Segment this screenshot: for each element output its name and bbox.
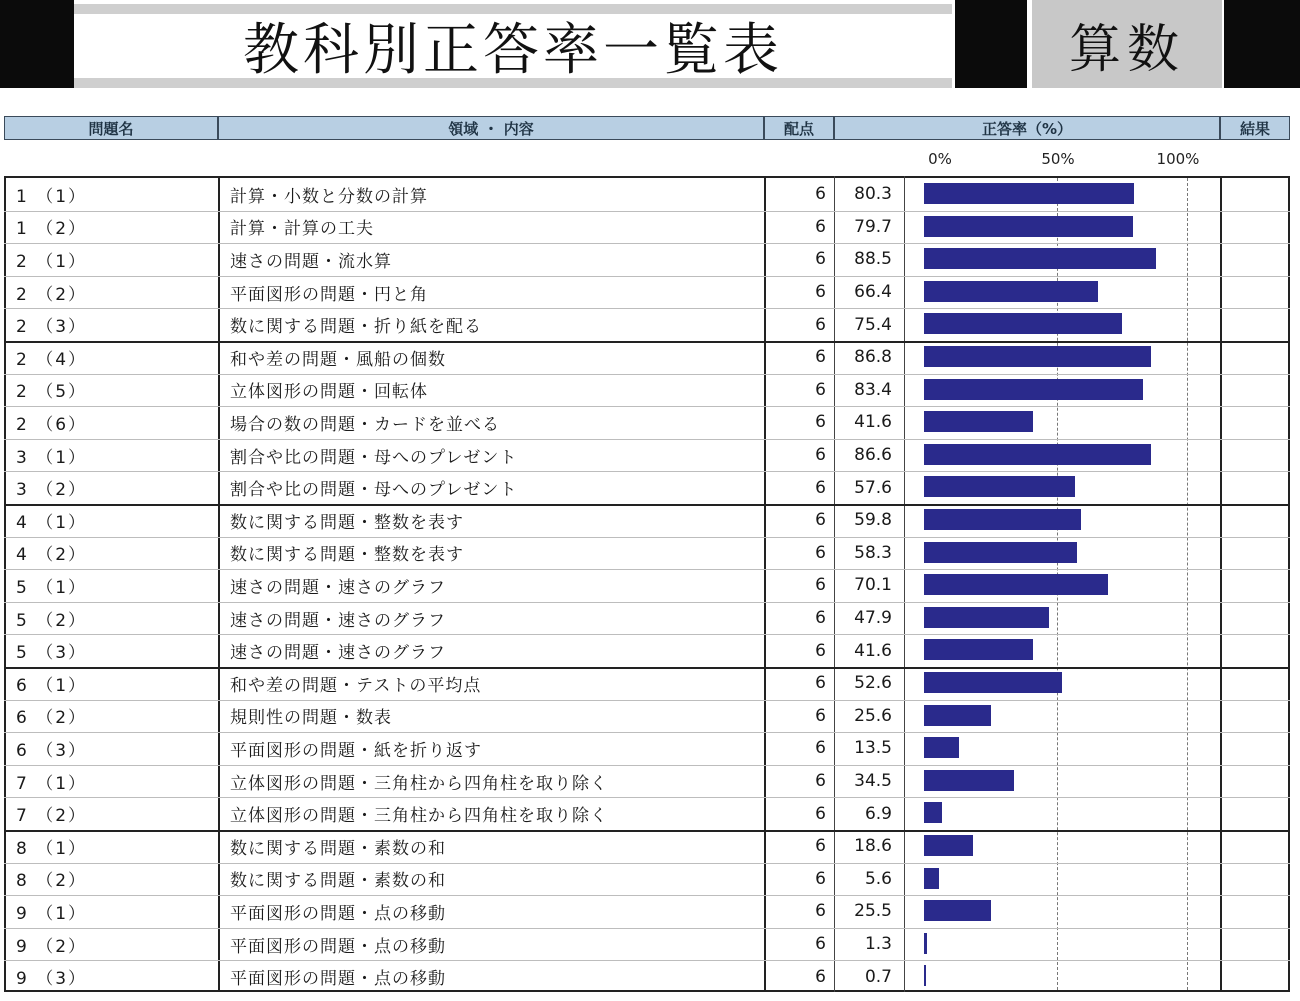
points-cell: 6 (815, 184, 826, 205)
rate-cell: 80.3 (854, 184, 892, 205)
points-cell: 6 (815, 216, 826, 237)
table-row (4, 928, 1290, 961)
header-black-block-middle (955, 0, 1027, 88)
rate-cell: 52.6 (854, 673, 892, 694)
column-header-question: 問題名 (4, 116, 218, 140)
question-cell: 2 （1） (16, 251, 88, 272)
points-cell: 6 (815, 314, 826, 335)
question-cell: 5 （2） (16, 610, 88, 631)
rate-cell: 57.6 (854, 477, 892, 498)
rate-cell: 41.6 (854, 640, 892, 661)
table-row (4, 406, 1290, 439)
points-cell: 6 (815, 966, 826, 987)
question-cell: 7 （2） (16, 806, 88, 827)
table-row (4, 765, 1290, 798)
table-row (4, 569, 1290, 602)
rate-bar (924, 705, 991, 726)
result-cell (1222, 634, 1288, 667)
rate-bar (924, 346, 1151, 367)
points-cell: 6 (815, 510, 826, 531)
area-content-cell: 規則性の問題・数表 (230, 708, 392, 729)
area-content-cell: 数に関する問題・折り紙を配る (230, 317, 482, 338)
table-row (4, 341, 1290, 374)
table-row (4, 243, 1290, 276)
rate-cell: 6.9 (864, 803, 892, 824)
table-row (4, 895, 1290, 928)
area-content-cell: 立体図形の問題・三角柱から四角柱を取り除く (230, 773, 608, 794)
area-content-cell: 速さの問題・速さのグラフ (230, 577, 446, 598)
result-cell (1222, 797, 1288, 830)
rate-bar (924, 411, 1033, 432)
points-cell: 6 (815, 640, 826, 661)
result-cell (1222, 308, 1288, 341)
rate-bar (924, 476, 1075, 497)
table-row (4, 700, 1290, 733)
table-row (4, 602, 1290, 635)
question-cell: 8 （2） (16, 871, 88, 892)
result-cell (1222, 667, 1288, 700)
area-content-cell: 速さの問題・流水算 (230, 251, 392, 272)
rate-cell: 59.8 (854, 510, 892, 531)
area-content-cell: 数に関する問題・整数を表す (230, 512, 464, 533)
area-content-cell: 平面図形の問題・点の移動 (230, 936, 446, 957)
result-cell (1222, 928, 1288, 961)
subject-label: 算数 (1068, 19, 1185, 80)
rate-bar (924, 183, 1134, 204)
rate-cell: 25.6 (854, 705, 892, 726)
points-cell: 6 (815, 836, 826, 857)
result-cell (1222, 960, 1288, 993)
column-header-points: 配点 (764, 116, 834, 140)
question-cell: 9 （2） (16, 936, 88, 957)
rate-cell: 70.1 (854, 575, 892, 596)
result-cell (1222, 243, 1288, 276)
area-content-cell: 割合や比の問題・母へのプレゼント (230, 480, 518, 501)
column-header-rate: 正答率（%） (834, 116, 1220, 140)
rate-bar (924, 672, 1062, 693)
area-content-cell: 数に関する問題・素数の和 (230, 871, 446, 892)
points-cell: 6 (815, 673, 826, 694)
result-cell (1222, 700, 1288, 733)
rate-cell: 83.4 (854, 379, 892, 400)
rate-bar (924, 737, 959, 758)
area-content-cell: 立体図形の問題・三角柱から四角柱を取り除く (230, 806, 608, 827)
rate-cell: 58.3 (854, 542, 892, 563)
scale-label-100: 100% (1156, 150, 1200, 168)
area-content-cell: 速さの問題・速さのグラフ (230, 610, 446, 631)
result-cell (1222, 863, 1288, 896)
points-cell: 6 (815, 803, 826, 824)
area-content-cell: 平面図形の問題・紙を折り返す (230, 740, 482, 761)
scale-label-50: 50% (1041, 150, 1075, 168)
rate-cell: 34.5 (854, 771, 892, 792)
result-cell (1222, 211, 1288, 244)
rate-bar (924, 965, 926, 986)
question-cell: 6 （3） (16, 740, 88, 761)
points-cell: 6 (815, 868, 826, 889)
points-cell: 6 (815, 282, 826, 303)
area-content-cell: 平面図形の問題・円と角 (230, 284, 428, 305)
points-cell: 6 (815, 771, 826, 792)
rate-bar (924, 379, 1143, 400)
column-header-result: 結果 (1220, 116, 1290, 140)
rate-bar (924, 444, 1151, 465)
rate-bar (924, 802, 942, 823)
question-cell: 2 （3） (16, 317, 88, 338)
result-cell (1222, 471, 1288, 504)
rate-bar (924, 248, 1156, 269)
rate-bar (924, 770, 1014, 791)
question-cell: 2 （4） (16, 349, 88, 370)
question-cell: 6 （2） (16, 708, 88, 729)
points-cell: 6 (815, 542, 826, 563)
points-cell: 6 (815, 705, 826, 726)
area-content-cell: 立体図形の問題・回転体 (230, 382, 428, 403)
rate-bar (924, 281, 1098, 302)
points-cell: 6 (815, 934, 826, 955)
area-content-cell: 割合や比の問題・母へのプレゼント (230, 447, 518, 468)
question-cell: 1 （2） (16, 219, 88, 240)
rate-cell: 1.3 (864, 934, 892, 955)
question-cell: 8 （1） (16, 838, 88, 859)
area-content-cell: 計算・計算の工夫 (230, 219, 374, 240)
points-cell: 6 (815, 379, 826, 400)
area-content-cell: 和や差の問題・テストの平均点 (230, 675, 482, 696)
rate-bar (924, 313, 1122, 334)
table-row (4, 537, 1290, 570)
rate-cell: 86.8 (854, 347, 892, 368)
table-row (4, 374, 1290, 407)
table-row (4, 830, 1290, 863)
points-cell: 6 (815, 347, 826, 368)
points-cell: 6 (815, 608, 826, 629)
result-cell (1222, 178, 1288, 211)
subject-box (1032, 0, 1222, 88)
question-cell: 2 （5） (16, 382, 88, 403)
table-row (4, 308, 1290, 341)
header-black-block-right (1224, 0, 1300, 88)
points-cell: 6 (815, 738, 826, 759)
table-row (4, 211, 1290, 244)
question-cell: 4 （2） (16, 545, 88, 566)
rate-cell: 88.5 (854, 249, 892, 270)
area-content-cell: 場合の数の問題・カードを並べる (230, 414, 500, 435)
points-cell: 6 (815, 445, 826, 466)
question-cell: 1 （1） (16, 186, 88, 207)
result-cell (1222, 765, 1288, 798)
points-cell: 6 (815, 575, 826, 596)
rate-cell: 66.4 (854, 282, 892, 303)
table-row (4, 960, 1290, 993)
column-header-area-content: 領域 ・ 内容 (218, 116, 764, 140)
question-cell: 9 （1） (16, 903, 88, 924)
area-content-cell: 平面図形の問題・点の移動 (230, 903, 446, 924)
result-cell (1222, 504, 1288, 537)
area-content-cell: 速さの問題・速さのグラフ (230, 643, 446, 664)
result-cell (1222, 830, 1288, 863)
table-row (4, 732, 1290, 765)
rate-bar (924, 835, 973, 856)
result-cell (1222, 895, 1288, 928)
points-cell: 6 (815, 901, 826, 922)
rate-cell: 75.4 (854, 314, 892, 335)
result-cell (1222, 374, 1288, 407)
header-black-block-left (0, 0, 74, 88)
result-cell (1222, 439, 1288, 472)
question-cell: 2 （2） (16, 284, 88, 305)
rate-bar (924, 574, 1108, 595)
area-content-cell: 平面図形の問題・点の移動 (230, 969, 446, 990)
points-cell: 6 (815, 249, 826, 270)
question-cell: 3 （1） (16, 447, 88, 468)
area-content-cell: 数に関する問題・整数を表す (230, 545, 464, 566)
rate-cell: 18.6 (854, 836, 892, 857)
result-cell (1222, 569, 1288, 602)
title-box (74, 14, 952, 83)
table-row (4, 504, 1290, 537)
question-cell: 6 （1） (16, 675, 88, 696)
page-title: 教科別正答率一覧表 (243, 18, 783, 83)
table-row (4, 797, 1290, 830)
rate-bar (924, 639, 1033, 660)
result-cell (1222, 732, 1288, 765)
rate-cell: 13.5 (854, 738, 892, 759)
question-cell: 5 （3） (16, 643, 88, 664)
rate-cell: 86.6 (854, 445, 892, 466)
area-content-cell: 数に関する問題・素数の和 (230, 838, 446, 859)
table-row (4, 471, 1290, 504)
scale-label-0: 0% (928, 150, 952, 168)
table-row (4, 276, 1290, 309)
rate-bar (924, 216, 1133, 237)
result-cell (1222, 406, 1288, 439)
table-row (4, 178, 1290, 211)
rate-bar (924, 607, 1049, 628)
question-cell: 2 （6） (16, 414, 88, 435)
result-cell (1222, 341, 1288, 374)
points-cell: 6 (815, 412, 826, 433)
rate-cell: 25.5 (854, 901, 892, 922)
question-cell: 5 （1） (16, 577, 88, 598)
rate-cell: 0.7 (864, 966, 892, 987)
result-cell (1222, 537, 1288, 570)
table-row (4, 863, 1290, 896)
result-cell (1222, 276, 1288, 309)
question-cell: 4 （1） (16, 512, 88, 533)
points-cell: 6 (815, 477, 826, 498)
result-cell (1222, 602, 1288, 635)
question-cell: 7 （1） (16, 773, 88, 794)
rate-bar (924, 509, 1081, 530)
rate-bar (924, 900, 991, 921)
rate-cell: 47.9 (854, 608, 892, 629)
rate-bar (924, 868, 939, 889)
table-row (4, 667, 1290, 700)
question-cell: 9 （3） (16, 969, 88, 990)
area-content-cell: 計算・小数と分数の計算 (230, 186, 428, 207)
rate-cell: 5.6 (864, 868, 892, 889)
question-cell: 3 （2） (16, 480, 88, 501)
table-row (4, 439, 1290, 472)
rate-bar (924, 542, 1077, 563)
rate-bar (924, 933, 927, 954)
table-row (4, 634, 1290, 667)
rate-cell: 79.7 (854, 216, 892, 237)
area-content-cell: 和や差の問題・風船の個数 (230, 349, 446, 370)
rate-cell: 41.6 (854, 412, 892, 433)
